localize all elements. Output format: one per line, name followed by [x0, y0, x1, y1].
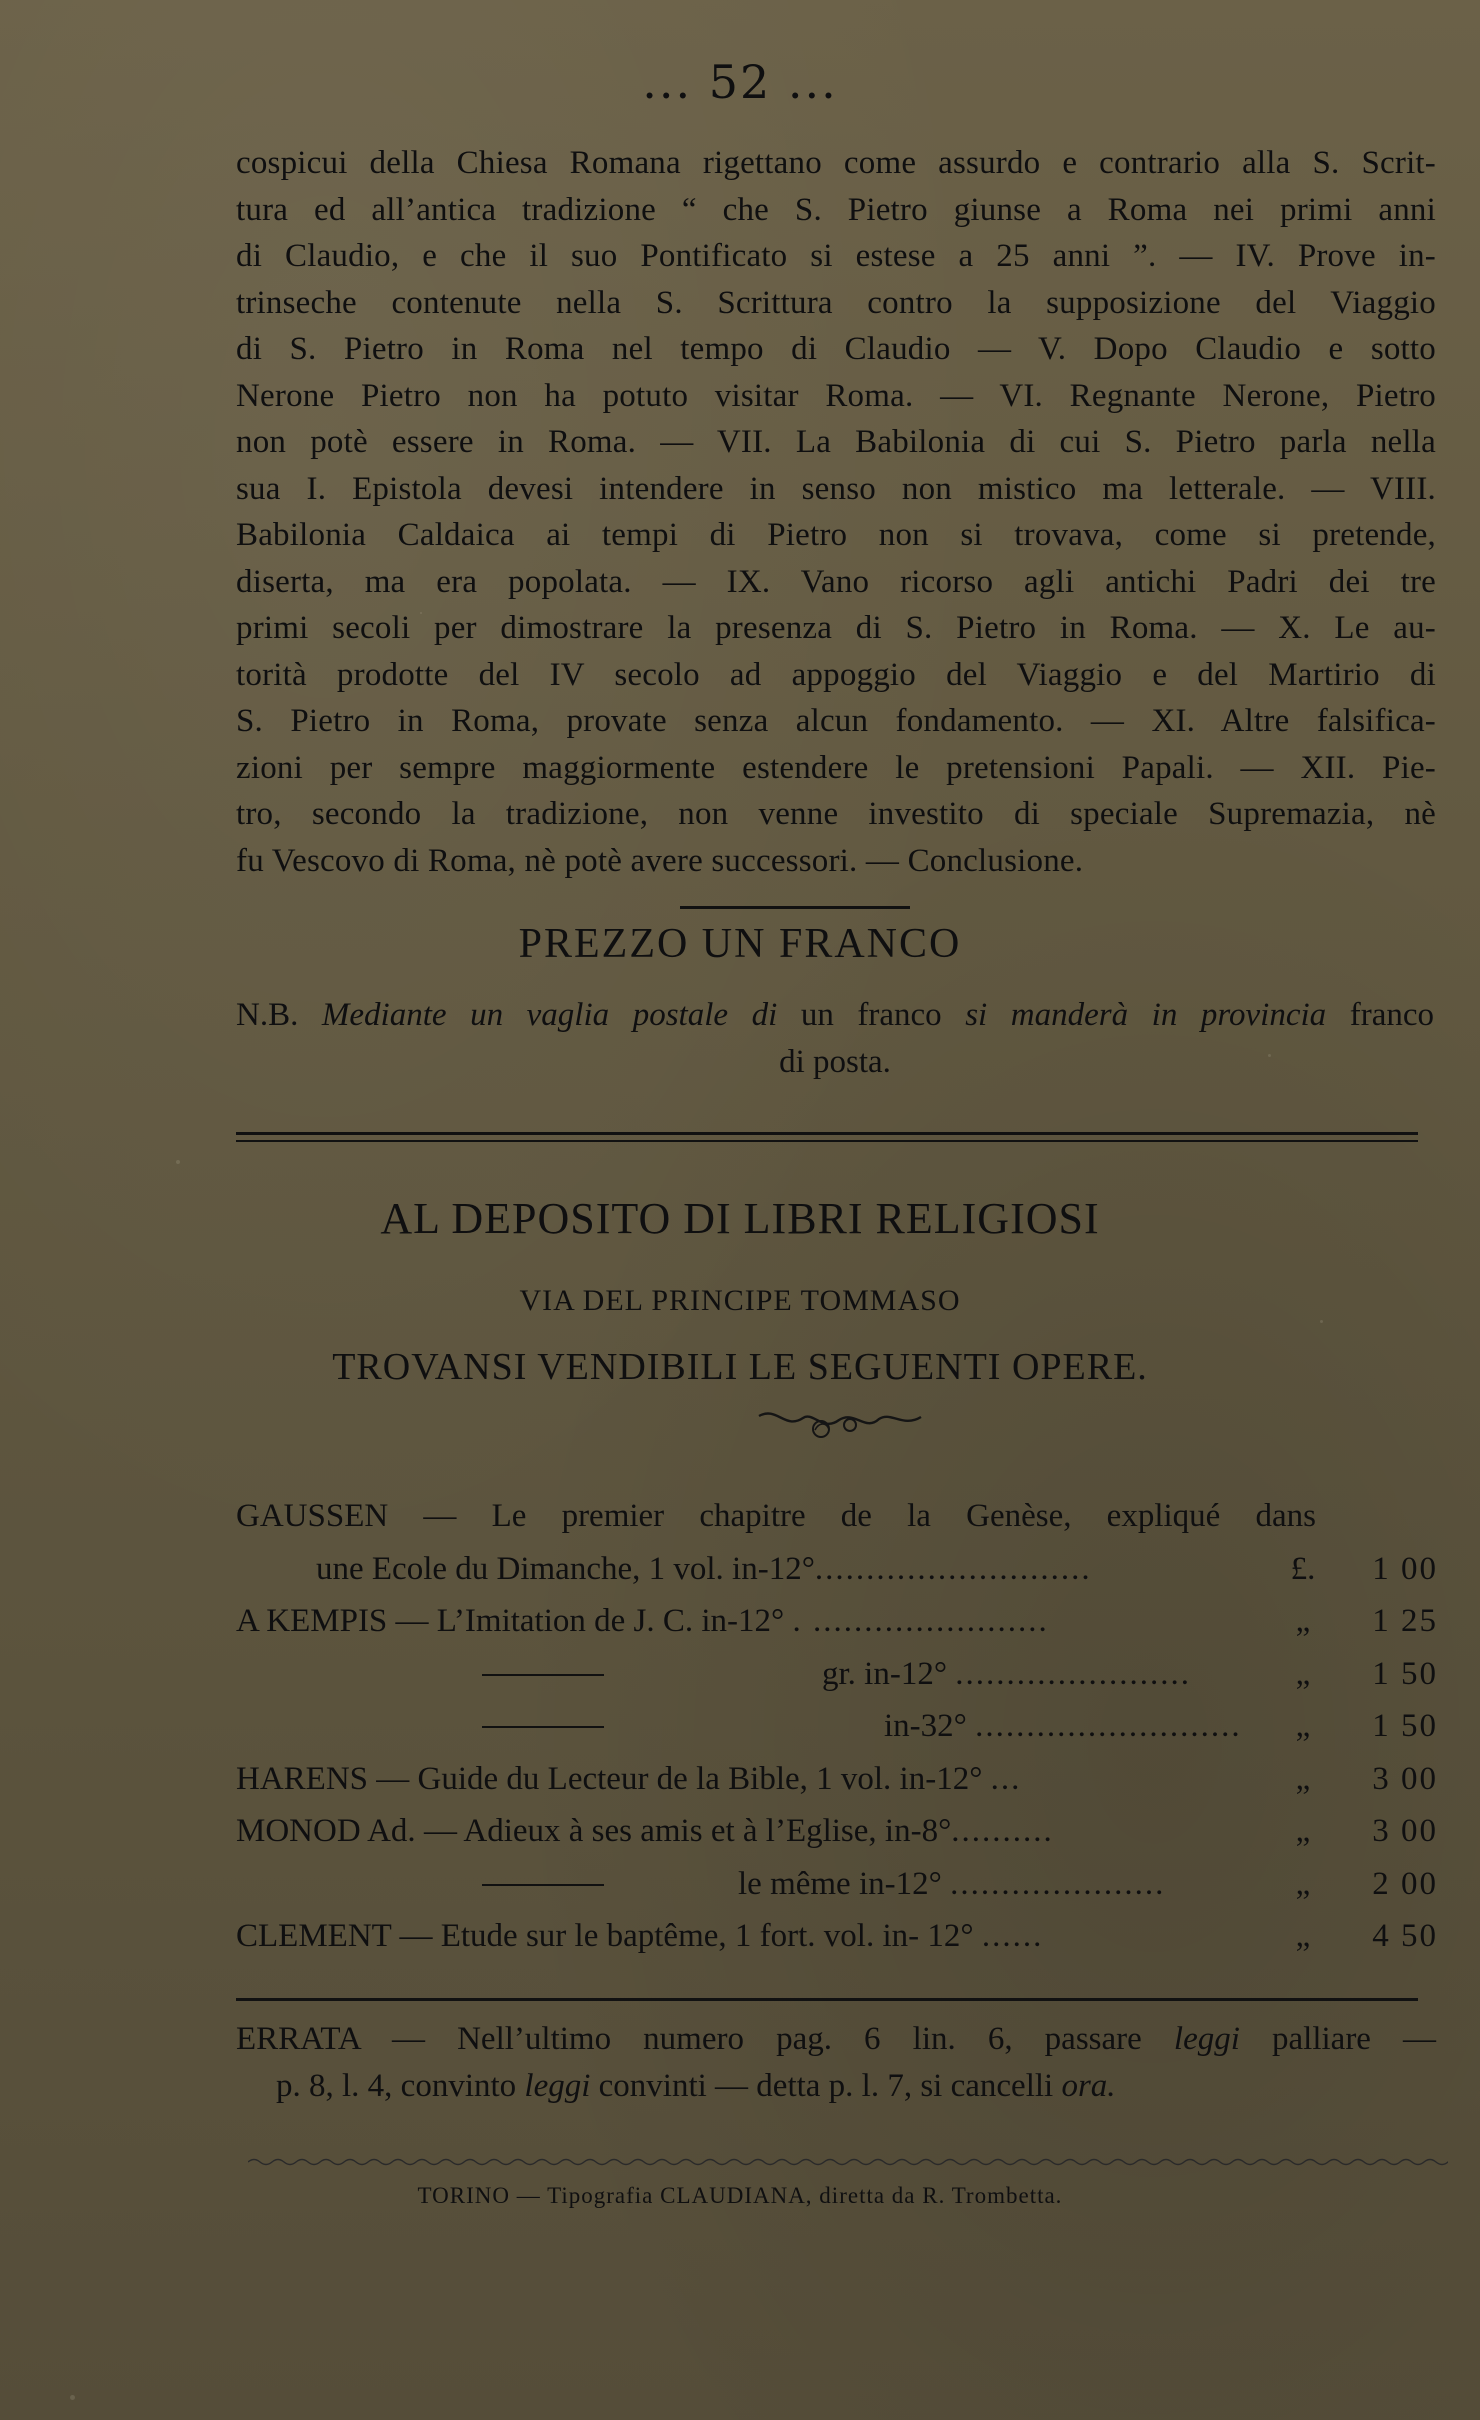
dot-leaders: ...... [981, 1918, 1044, 1954]
depot-subtitle: TROVANSI VENDIBILI LE SEGUENTI OPERE. [332, 1346, 1148, 1388]
summary-line: trinseche contenute nella S. Scrittura contro la supposizione del Viaggio [236, 284, 1436, 321]
paper-speck [176, 1160, 180, 1164]
currency-mark: £. [1290, 1550, 1316, 1587]
decorative-ornament-icon [755, 1402, 925, 1442]
ditto-mark: „ [1295, 1708, 1311, 1744]
entry-description: une Ecole du Dimanche, 1 vol. in-12°........................... [316, 1550, 1092, 1587]
summary-line: fu Vescovo di Roma, nè potè avere successori. — Conclusione. [236, 842, 1084, 879]
catalog-entry [236, 1595, 1436, 1648]
entry-author: MONOD Ad. [236, 1813, 416, 1849]
errata-block [236, 2016, 1436, 2110]
summary-paragraph [236, 140, 1436, 884]
entry-author: A KEMPIS [236, 1603, 388, 1639]
price-heading: PREZZO UN FRANCO [518, 921, 962, 967]
dot-leaders: . ....................... [792, 1603, 1049, 1639]
dot-leaders: .......... [951, 1813, 1054, 1849]
entry-author: CLEMENT [236, 1918, 392, 1954]
summary-line: sua I. Epistola devesi intendere in senso non mistico ma letterale. — VIII. [236, 470, 1436, 507]
entry-author: HARENS [236, 1760, 369, 1797]
catalog-entry [236, 1858, 1436, 1911]
entry-description [236, 1805, 1054, 1858]
entry-title: — Adieux à ses amis et à l’Eglise, in-8° [423, 1813, 952, 1849]
entry-title-line [236, 1490, 1316, 1543]
depot-title: AL DEPOSITO DI LIBRI RELIGIOSI [380, 1194, 1100, 1243]
entry-description [822, 1648, 1191, 1701]
catalog-list [236, 1490, 1436, 1963]
summary-line: tura ed all’antica tradizione “ che S. Pietro giunse a Roma nei primi anni [236, 191, 1436, 228]
summary-line: zioni per sempre maggiormente estendere le pretensioni Papali. — XII. Pie- [236, 749, 1436, 786]
summary-line: S. Pietro in Roma, provate senza alcun fondamento. — XI. Altre falsifica- [236, 703, 1436, 739]
mail-order-note [236, 992, 1434, 1086]
summary-line: primi secoli per dimostrare la presenza di S. Pietro in Roma. — X. Le au- [236, 610, 1436, 646]
summary-line: di Claudio, e che il suo Pontificato si estese a 25 anni ”. — IV. Prove in- [236, 238, 1436, 274]
section-divider [680, 906, 910, 909]
section-divider [236, 1998, 1418, 2001]
note-line: di posta. [779, 1044, 891, 1080]
entry-title: in-32° [884, 1708, 967, 1744]
ditto-mark: „ [1295, 1813, 1311, 1849]
entry-price: 1 50 [1372, 1708, 1438, 1744]
entry-author: GAUSSEN [236, 1498, 389, 1534]
entry-price: 3 00 [1372, 1813, 1438, 1849]
entry-description [884, 1700, 1242, 1753]
double-divider [236, 1132, 1418, 1142]
ditto-mark: „ [1295, 1865, 1311, 1902]
catalog-entry-continued [236, 1543, 1436, 1596]
dot-leaders: .......................... [975, 1708, 1242, 1744]
catalog-entry [236, 1490, 1436, 1543]
entry-title: — Guide du Lecteur de la Bible, 1 vol. in-12° [376, 1760, 983, 1797]
dot-leaders: ... [990, 1760, 1022, 1797]
entry-title: gr. in-12° [822, 1655, 948, 1692]
note-text: si manderà in provincia [965, 997, 1327, 1033]
paper-speck [70, 2395, 75, 2400]
entry-price: 1 25 [1372, 1603, 1438, 1639]
entry-title: le même in-12° [738, 1865, 942, 1902]
note-text: un franco [800, 997, 942, 1033]
page-number: ... 52 ... [642, 55, 838, 109]
note-text: Mediante un vaglia postale di [321, 997, 778, 1033]
summary-line: Babilonia Caldaica ai tempi di Pietro non si trovava, come si pretende, [236, 517, 1436, 553]
summary-line: tro, secondo la tradizione, non venne investito di speciale Supremazia, nè [236, 796, 1436, 832]
catalog-entry [236, 1753, 1436, 1806]
entry-description [236, 1910, 1043, 1963]
errata-line: ERRATA — Nell’ultimo numero pag. 6 lin. 6, passare leggi palliare — [236, 2021, 1437, 2057]
note-label: N.B. [236, 997, 299, 1033]
ditto-mark: „ [1295, 1603, 1311, 1639]
dot-leaders: ..................... [950, 1865, 1166, 1902]
ditto-rule [482, 1884, 604, 1886]
catalog-entry [236, 1648, 1436, 1701]
catalog-entry [236, 1700, 1436, 1753]
dot-leaders: ....................... [955, 1655, 1192, 1692]
ditto-rule [482, 1726, 604, 1728]
catalog-entry [236, 1910, 1436, 1963]
errata-line: p. 8, l. 4, convinto leggi convinti — detta p. l. 7, si cancelli ora. [276, 2068, 1116, 2104]
entry-description [236, 1595, 1049, 1648]
summary-line: di S. Pietro in Roma nel tempo di Claudio — V. Dopo Claudio e sotto [236, 331, 1436, 367]
entry-price: 3 00 [1372, 1760, 1438, 1797]
ditto-mark: „ [1295, 1760, 1311, 1797]
entry-price: 1 50 [1372, 1655, 1438, 1692]
entry-title: — L’Imitation de J. C. in-12° [395, 1603, 785, 1639]
ditto-mark: „ [1295, 1918, 1311, 1954]
entry-description [236, 1753, 1021, 1806]
paper-speck [1320, 1320, 1323, 1323]
entry-description [738, 1858, 1165, 1911]
depot-street: VIA DEL PRINCIPE TOMMASO [519, 1284, 961, 1317]
summary-line: torità prodotte del IV secolo ad appoggio del Viaggio e del Martirio di [236, 656, 1436, 693]
dot-leaders: ........................... [814, 1550, 1092, 1587]
ditto-rule [482, 1674, 604, 1676]
entry-title: — Le premier chapitre de la Genèse, expliqué dans [423, 1498, 1316, 1534]
summary-line: Nerone Pietro non ha potuto visitar Roma. — VI. Regnante Nerone, Pietro [236, 377, 1436, 414]
summary-line: cospicui della Chiesa Romana rigettano come assurdo e contrario alla S. Scrit- [236, 145, 1436, 181]
entry-price: 4 50 [1372, 1918, 1438, 1954]
entry-price: 2 00 [1372, 1865, 1438, 1902]
wavy-divider [248, 2156, 1448, 2168]
note-text: franco [1349, 997, 1434, 1033]
note-line [236, 992, 1434, 1039]
errata-label: ERRATA [236, 2021, 360, 2057]
ditto-mark: „ [1295, 1655, 1311, 1692]
summary-line: diserta, ma era popolata. — IX. Vano ricorso agli antichi Padri dei tre [236, 563, 1436, 600]
entry-title: — Etude sur le baptême, 1 fort. vol. in- 12° [399, 1918, 974, 1954]
catalog-entry [236, 1805, 1436, 1858]
summary-line: non potè essere in Roma. — VII. La Babilonia di cui S. Pietro parla nella [236, 424, 1436, 460]
printer-imprint: TORINO — Tipografia CLAUDIANA, diretta da R. Trombetta. [417, 2183, 1063, 2208]
entry-price: 1 00 [1372, 1550, 1438, 1587]
